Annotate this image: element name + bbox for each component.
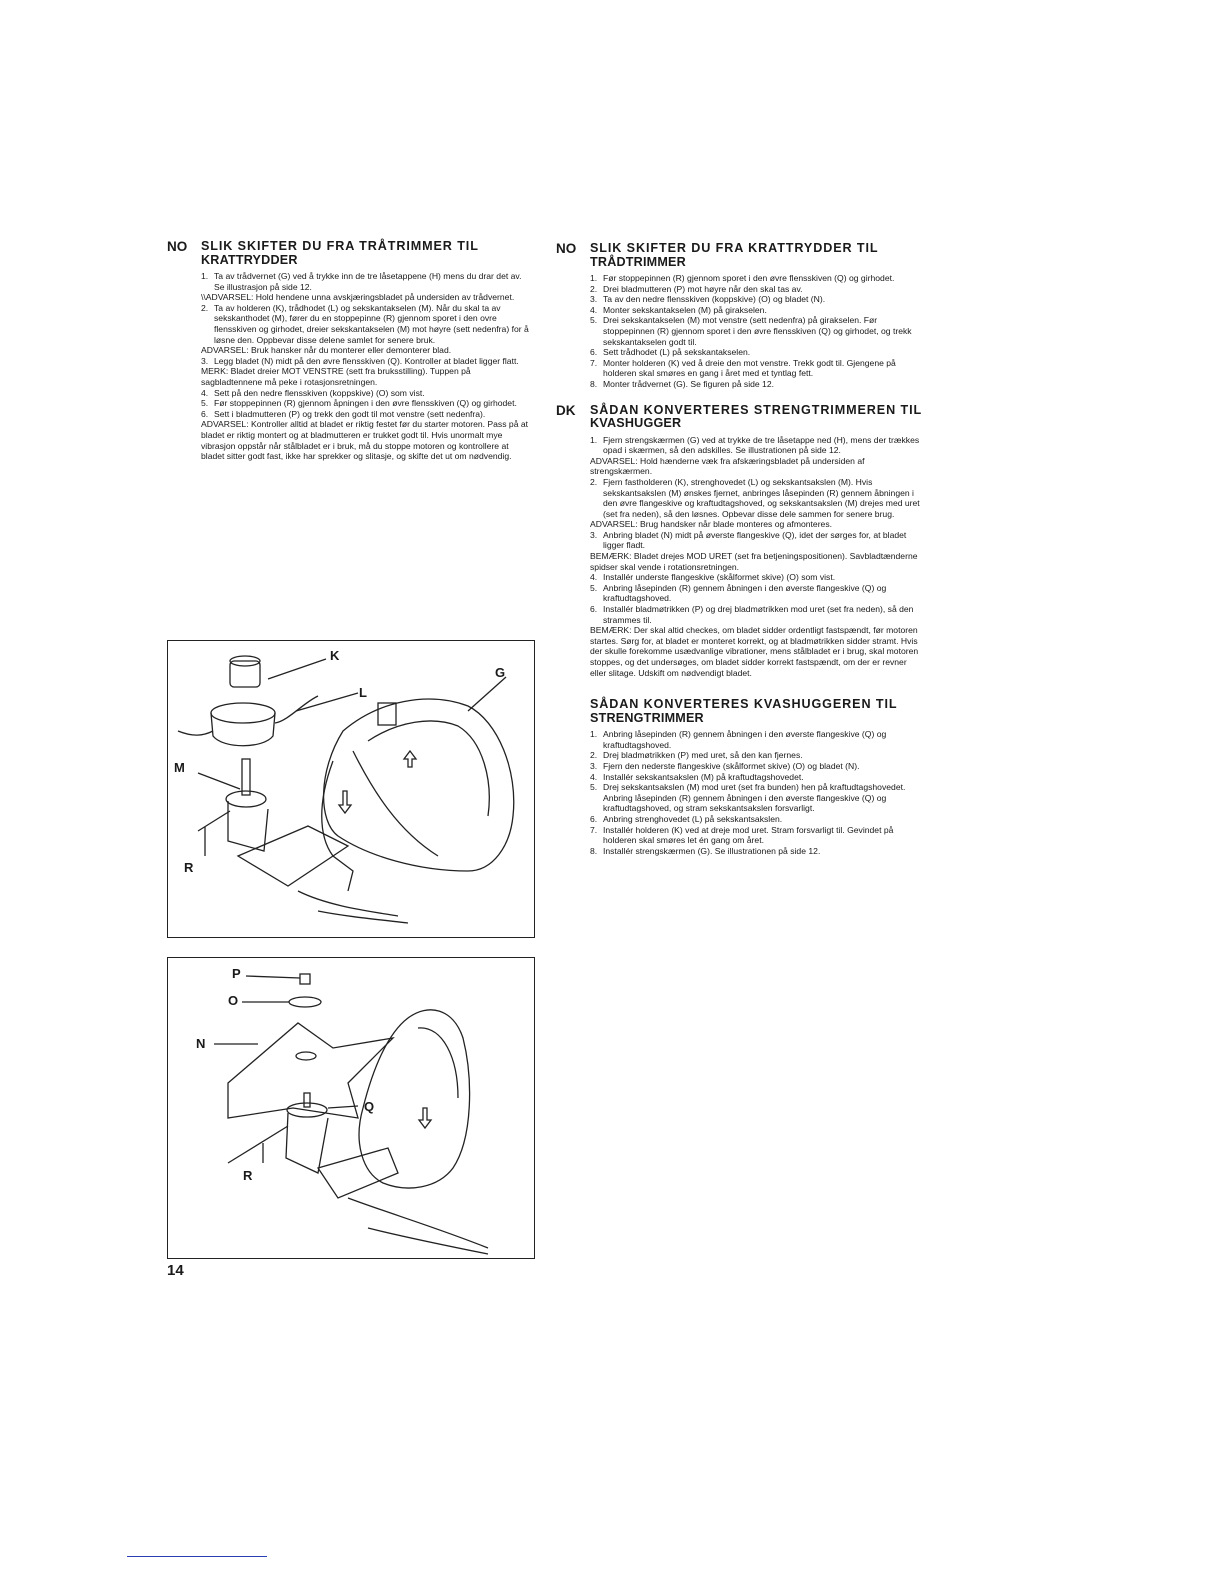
label-q: Q — [364, 1099, 375, 1114]
warning-note: ADVARSEL: Bruk hansker når du monterer eller demonterer blad. — [201, 345, 452, 356]
stop-pin — [198, 811, 230, 831]
figure-1-drawing — [168, 641, 534, 937]
gear-head-body — [318, 1148, 398, 1198]
section-title: SÅDAN KONVERTERES KVASHUGGEREN TIL STRENGTRIMMER — [590, 697, 898, 725]
step-number: 3. — [201, 355, 209, 366]
step-number: 5. — [590, 582, 598, 593]
warning-note: ADVARSEL: Brug handsker når blade monteres og afmonteres. — [590, 519, 833, 530]
step-number: 2. — [590, 476, 598, 487]
numbered-step — [590, 772, 924, 783]
step-number: 2. — [201, 302, 209, 313]
step-number: 5. — [201, 398, 209, 409]
shaft-line — [298, 891, 398, 916]
step-text: Monter holderen (K) ved å dreie den mot venstre. Trekk godt til. Gjengene på holderen skal smøres en gang i året med et tyntlag fett. — [603, 357, 896, 379]
step-text: Anbring bladet (N) midt på øverste flangeskive (Q), idet der sørges for, at bladet ligger fladt. — [603, 529, 907, 551]
step-number: 1. — [201, 271, 209, 281]
section-title: SLIK SKIFTER DU FRA KRATTRYDDER TIL TRÅDTRIMMER — [590, 241, 879, 269]
numbered-step — [590, 750, 924, 761]
numbered-step — [590, 846, 924, 857]
step-text: Drej bladmøtrikken (P) med uret, så den kan fjernes. — [603, 750, 803, 761]
step-number: 6. — [201, 408, 209, 419]
trimmer-head-top — [211, 703, 275, 723]
step-number: 8. — [590, 845, 598, 856]
step-text: Før stoppepinnen (R) gjennom sporet i den øvre flensskiven (Q) og girhodet. — [603, 273, 895, 283]
rotation-arrow-icon — [339, 791, 351, 813]
step-text: Installér sekskantsakslen (M) på kraftudtagshovedet. — [603, 771, 804, 782]
page-number: 14 — [167, 1262, 184, 1279]
step-text: Før stoppepinnen (R) gjennom åpningen i den øvre flensskiven (Q) og girhodet. — [214, 398, 517, 409]
section-body — [201, 271, 533, 462]
step-number: 2. — [590, 750, 598, 761]
numbered-step — [590, 315, 924, 347]
section-body — [590, 729, 924, 856]
step-text: Anbring strenghovedet (L) på sekskantsakslen. — [603, 813, 783, 824]
step-text: Sett på den nedre flensskiven (koppskive) (O) som vist. — [214, 387, 425, 398]
section-no-brushcutter-to-trimmer — [556, 242, 924, 390]
step-text: Drei bladmutteren (P) mot høyre når den skal tas av. — [603, 283, 803, 294]
step-number: 6. — [590, 813, 598, 824]
step-text: Ta av holderen (K), trådhodet (L) og sekskantakselen (M). Når du skal ta av sekskanthodet (M), fører du en stoppepinne (R) gjennom sporet i den ovre flensskiven og girhodet, dreier sekskantakselen (M) mot høyre (sett nedenfra) for å løsne den. Oppbevar disse delene samlet for senere bruk. — [214, 302, 529, 345]
step-number: 5. — [590, 315, 598, 326]
numbered-step — [201, 388, 533, 399]
step-number: 4. — [590, 304, 598, 315]
numbered-step — [201, 303, 533, 345]
shaft-line — [318, 911, 408, 923]
label-m: M — [174, 760, 185, 775]
step-text: Installér holderen (K) ved at dreje mod uret. Stram forsvarligt til. Gevindet på holderen skal smøres let én gang om året. — [603, 824, 894, 846]
section-body — [590, 435, 924, 679]
leader-line-m — [198, 773, 240, 789]
hex-shaft — [242, 759, 250, 795]
numbered-step — [590, 284, 924, 295]
step-number: 4. — [201, 387, 209, 398]
numbered-step — [590, 379, 924, 390]
step-text: Drei sekskantakselen (M) mot venstre (sett nedenfra) på girakselen. Før stoppepinnen (R) gjennom sporet i den øvre flensskiven (Q) og girhodet, og trekk sekskantakselen godt til. — [603, 315, 912, 347]
warning-note: BEMÆRK: Bladet drejes MOD URET (set fra betjeningspositionen). Savbladtænderne spidser skal vende i rotationsretningen. — [590, 551, 918, 572]
numbered-step — [590, 572, 924, 583]
section-body — [590, 273, 924, 390]
rotation-arrow-icon — [419, 1108, 431, 1128]
guard-inner-line — [418, 1028, 458, 1098]
step-number: 1. — [590, 273, 598, 283]
step-number: 3. — [590, 529, 598, 540]
step-number: 2. — [590, 283, 598, 294]
step-text: Anbring låsepinden (R) gennem åbningen i den øverste flangeskive (Q) og kraftudtagshoved. — [603, 582, 887, 604]
step-text: Fjern den nederste flangeskive (skålformet skive) (O) og bladet (N). — [603, 760, 860, 771]
trimmer-line — [275, 696, 318, 723]
shaft-line — [348, 1198, 488, 1248]
numbered-step — [201, 356, 533, 367]
numbered-step — [590, 782, 924, 814]
section-no-trimmer-to-brushcutter — [167, 240, 533, 462]
step-text: Installér underste flangeskive (skålformet skive) (O) som vist. — [603, 572, 836, 583]
language-code: NO — [167, 239, 188, 254]
numbered-step — [590, 530, 924, 551]
numbered-step — [201, 398, 533, 409]
numbered-step — [590, 477, 924, 519]
step-text: Legg bladet (N) midt på den øvre flensskiven (Q). Kontroller at bladet ligger flatt. — [214, 355, 519, 366]
guard-side-line — [322, 761, 353, 891]
step-number: 4. — [590, 771, 598, 782]
leader-line-k — [268, 659, 326, 679]
upper-flange-disc — [226, 791, 266, 807]
leader-line-g — [468, 677, 506, 711]
warning-note: ADVARSEL: Kontroller alltid at bladet er riktig festet før du starter motoren. Pass på at bladet er riktig montert og at bladmutteren er trukket godt til. Hvis unormalt mye vibrasjon oppstår når stålbladet er i bruk, må du stoppe motoren og kontrollere at bladet sitter godt fast, ikke har sprekker og slitasje, og skifte det ut om nødvendig. — [201, 419, 529, 462]
left-column — [167, 240, 533, 476]
numbered-step — [590, 294, 924, 305]
step-number: 3. — [590, 294, 598, 305]
step-number: 8. — [590, 378, 598, 389]
step-text: Ta av den nedre flensskiven (koppskive) (O) og bladet (N). — [603, 294, 826, 305]
numbered-step — [590, 729, 924, 750]
trimmer-line — [178, 731, 213, 735]
step-text: Fjern strengskærmen (G) ved at trykke de tre låsetappe ned (H), mens der trækkes opad i skærmen, så den adskilles. Se illustrationen på side 12. — [603, 434, 920, 456]
step-number: 5. — [590, 782, 598, 793]
section-title: SÅDAN KONVERTERES STRENGTRIMMEREN TIL KVASHUGGER — [590, 402, 923, 431]
step-number: 7. — [590, 357, 598, 368]
warning-note: BEMÆRK: Der skal altid checkes, om bladet sidder ordentligt fastspændt, før motoren startes. Sørg for, at bladet er monteret korrekt, og at bladmøtrikken sidder stramt. Hvis der skulle forekomme usædvanlige vibrationer, mens stålbladet er i brug, skal motoren stoppes, og det undersøges, om bladet sidder korrekt fastspændt, om der er revner eller slitage. Udskift om nødvendigt bladet. — [590, 625, 919, 678]
hex-shaft — [304, 1093, 310, 1107]
figure-trimmer-head-assembly — [167, 640, 535, 938]
numbered-step — [201, 409, 533, 420]
numbered-step — [590, 761, 924, 772]
numbered-step — [590, 814, 924, 825]
numbered-step — [201, 271, 533, 292]
step-number: 3. — [590, 760, 598, 771]
step-text: Drej sekskantsakslen (M) mod uret (set fra bunden) hen på kraftudtagshovedet. Anbring låsepinden (R) gennem åbningen i den øverste flangeskive (Q) og kraftudtagshoved, og stram sekskantsakslen forsvarligt. — [603, 782, 906, 814]
blade-nut — [300, 974, 310, 984]
numbered-step — [590, 435, 924, 456]
trimmer-head-body — [211, 713, 275, 746]
figure-blade-assembly — [167, 957, 535, 1259]
label-o: O — [228, 993, 239, 1008]
step-number: 4. — [590, 572, 598, 583]
guard-inner-line — [368, 721, 489, 816]
blade-guard-shape — [359, 1010, 469, 1188]
step-text: Sett i bladmutteren (P) og trekk den godt til mot venstre (sett nedenfra). — [214, 408, 486, 419]
section-dk-trimmer-to-brushcutter — [556, 404, 924, 679]
step-number: 6. — [590, 347, 598, 358]
section-dk-brushcutter-to-trimmer — [556, 698, 924, 856]
step-text: Fjern fastholderen (K), strenghovedet (L) og sekskantsakslen (M). Hvis sekskantsakslen (M) ønskes fjernet, anbringes låsepinden (R) gennem åbningen i den øvre flangeskive og kraftudtagshoved, og sekskantsakslen (M) drejes med uret (set fra neden), så den løsnes. Opbevar disse dele sammen for senere brug. — [603, 476, 920, 519]
step-number: 6. — [590, 604, 598, 615]
label-l: L — [359, 685, 367, 700]
leader-line-q — [328, 1106, 358, 1108]
section-title: SLIK SKIFTER DU FRA TRÅTRIMMER TIL KRATTRYDDER — [201, 239, 479, 267]
step-number: 1. — [590, 729, 598, 740]
right-column — [556, 242, 924, 870]
rotation-arrow-icon — [404, 751, 416, 767]
leader-line-p — [246, 976, 300, 978]
step-text: Installér strengskærmen (G). Se illustrationen på side 12. — [603, 845, 821, 856]
warning-note: \\ADVARSEL: Hold hendene unna avskjæringsbladet på undersiden av trådvernet. — [201, 292, 515, 303]
label-n: N — [196, 1036, 206, 1051]
numbered-step — [590, 347, 924, 358]
label-g: G — [495, 665, 506, 680]
cup-washer — [289, 997, 321, 1007]
warning-note: ADVARSEL: Hold hænderne væk fra afskæringsbladet på undersiden af strengskærmen. — [590, 455, 865, 477]
leader-line-l — [296, 693, 358, 711]
step-text: Installér bladmøtrikken (P) og drej bladmøtrikken mod uret (set fra neden), så den strammes til. — [603, 604, 914, 625]
numbered-step — [590, 273, 924, 284]
step-number: 7. — [590, 824, 598, 835]
blade-center-hole — [296, 1052, 316, 1060]
trimmer-guard-shape — [324, 699, 514, 871]
step-number: 1. — [590, 434, 598, 445]
label-r: R — [243, 1168, 253, 1183]
language-code: DK — [556, 402, 576, 418]
numbered-step — [590, 583, 924, 604]
figure-2-drawing — [168, 958, 534, 1258]
guard-edge-line — [353, 751, 438, 856]
label-r: R — [184, 860, 194, 875]
gear-head-body — [238, 826, 348, 886]
step-text: Ta av trådvernet (G) ved å trykke inn de tre låsetappene (H) mens du drar det av. Se illustrasjon på side 12. — [214, 271, 522, 292]
step-text: Anbring låsepinden (R) gennem åbningen i den øverste flangeskive (Q) og kraftudtagshoved. — [603, 729, 887, 750]
label-p: P — [232, 966, 241, 981]
step-text: Monter trådvernet (G). Se figuren på side 12. — [603, 378, 775, 389]
label-k: K — [330, 648, 340, 663]
numbered-step — [590, 604, 924, 625]
numbered-step — [590, 305, 924, 316]
warning-note: MERK: Bladet dreier MOT VENSTRE (sett fra bruksstilling). Tuppen på sagbladtennene må peke i rotasjonsretningen. — [201, 366, 471, 387]
footnote-rule — [127, 1556, 267, 1557]
step-text: Sett trådhodet (L) på sekskantakselen. — [603, 347, 751, 358]
step-text: Monter sekskantakselen (M) på girakselen. — [603, 304, 767, 315]
stop-pin — [228, 1126, 288, 1163]
gear-head-housing — [286, 1113, 328, 1173]
language-code: NO — [556, 241, 577, 256]
numbered-step — [590, 358, 924, 379]
gear-head-housing — [228, 801, 268, 851]
numbered-step — [590, 825, 924, 846]
